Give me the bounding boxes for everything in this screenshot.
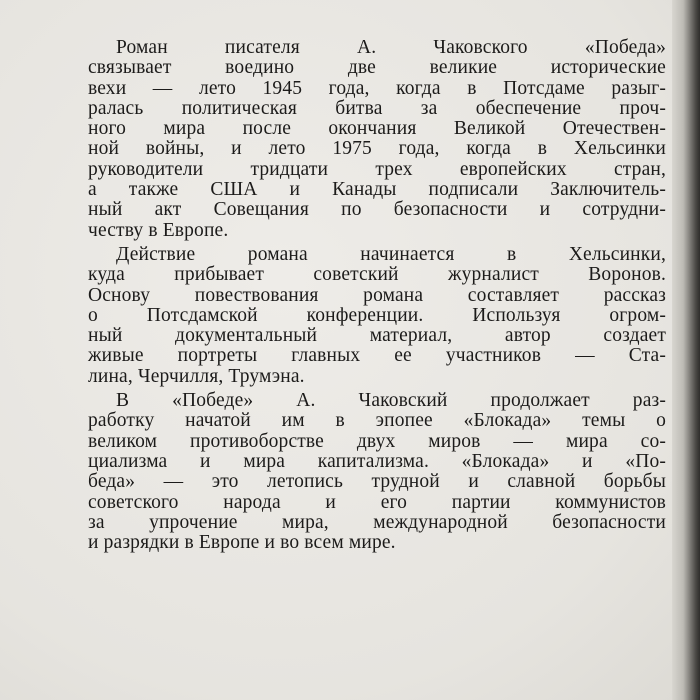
- text-line: живые портреты главных ее участников — Ста-: [88, 345, 666, 367]
- text-line: великом противоборстве двух миров — мира со-: [88, 430, 666, 452]
- paragraph-2: [88, 245, 666, 387]
- paragraph-3: [88, 391, 666, 553]
- text-line: честву в Европе.: [88, 219, 229, 241]
- text-line: ралась политическая битва за обеспечение проч-: [88, 97, 666, 119]
- text-line: советского народа и его партии коммунистов: [88, 491, 666, 513]
- text-line: Роман писателя А. Чаковского «Победа»: [116, 37, 666, 58]
- text-line: за упрочение мира, международной безопасности: [88, 511, 666, 533]
- text-line: вехи — лето 1945 года, когда в Потсдаме разыг-: [88, 77, 666, 99]
- text-line: ного мира после окончания Великой Отечествен-: [88, 118, 666, 140]
- text-line: руководители тридцати трех европейских стран,: [88, 158, 666, 180]
- paragraph-1: [88, 38, 666, 241]
- text-line: В «Победе» А. Чаковский продолжает раз-: [116, 390, 666, 412]
- text-line: Действие романа начинается в Хельсинки,: [116, 243, 666, 265]
- text-line: ный акт Совещания по безопасности и сотрудни-: [88, 199, 666, 221]
- text-line: связывает воедино две великие исторические: [88, 57, 666, 79]
- text-line: ной войны, и лето 1975 года, когда в Хельсинки: [88, 138, 666, 160]
- text-line: о Потсдамской конференции. Используя огром-: [88, 304, 666, 326]
- text-line: работку начатой им в эпопее «Блокада» темы о: [88, 410, 666, 432]
- text-line: Основу повествования романа составляет рассказ: [88, 284, 666, 306]
- text-line: куда прибывает советский журналист Воронов.: [88, 264, 666, 286]
- text-line: циализма и мира капитализма. «Блокада» и «По-: [88, 450, 666, 472]
- text-line: ный документальный материал, автор создает: [88, 325, 666, 347]
- page-edge-shadow: [672, 0, 700, 700]
- text-line: лина, Черчилля, Трумэна.: [88, 365, 305, 387]
- text-line: а также США и Канады подписали Заключитель-: [88, 179, 666, 201]
- annotation-text: [88, 38, 666, 553]
- text-line: беда» — это летопись трудной и славной борьбы: [88, 471, 666, 493]
- text-line: и разрядки в Европе и во всем мире.: [88, 532, 396, 554]
